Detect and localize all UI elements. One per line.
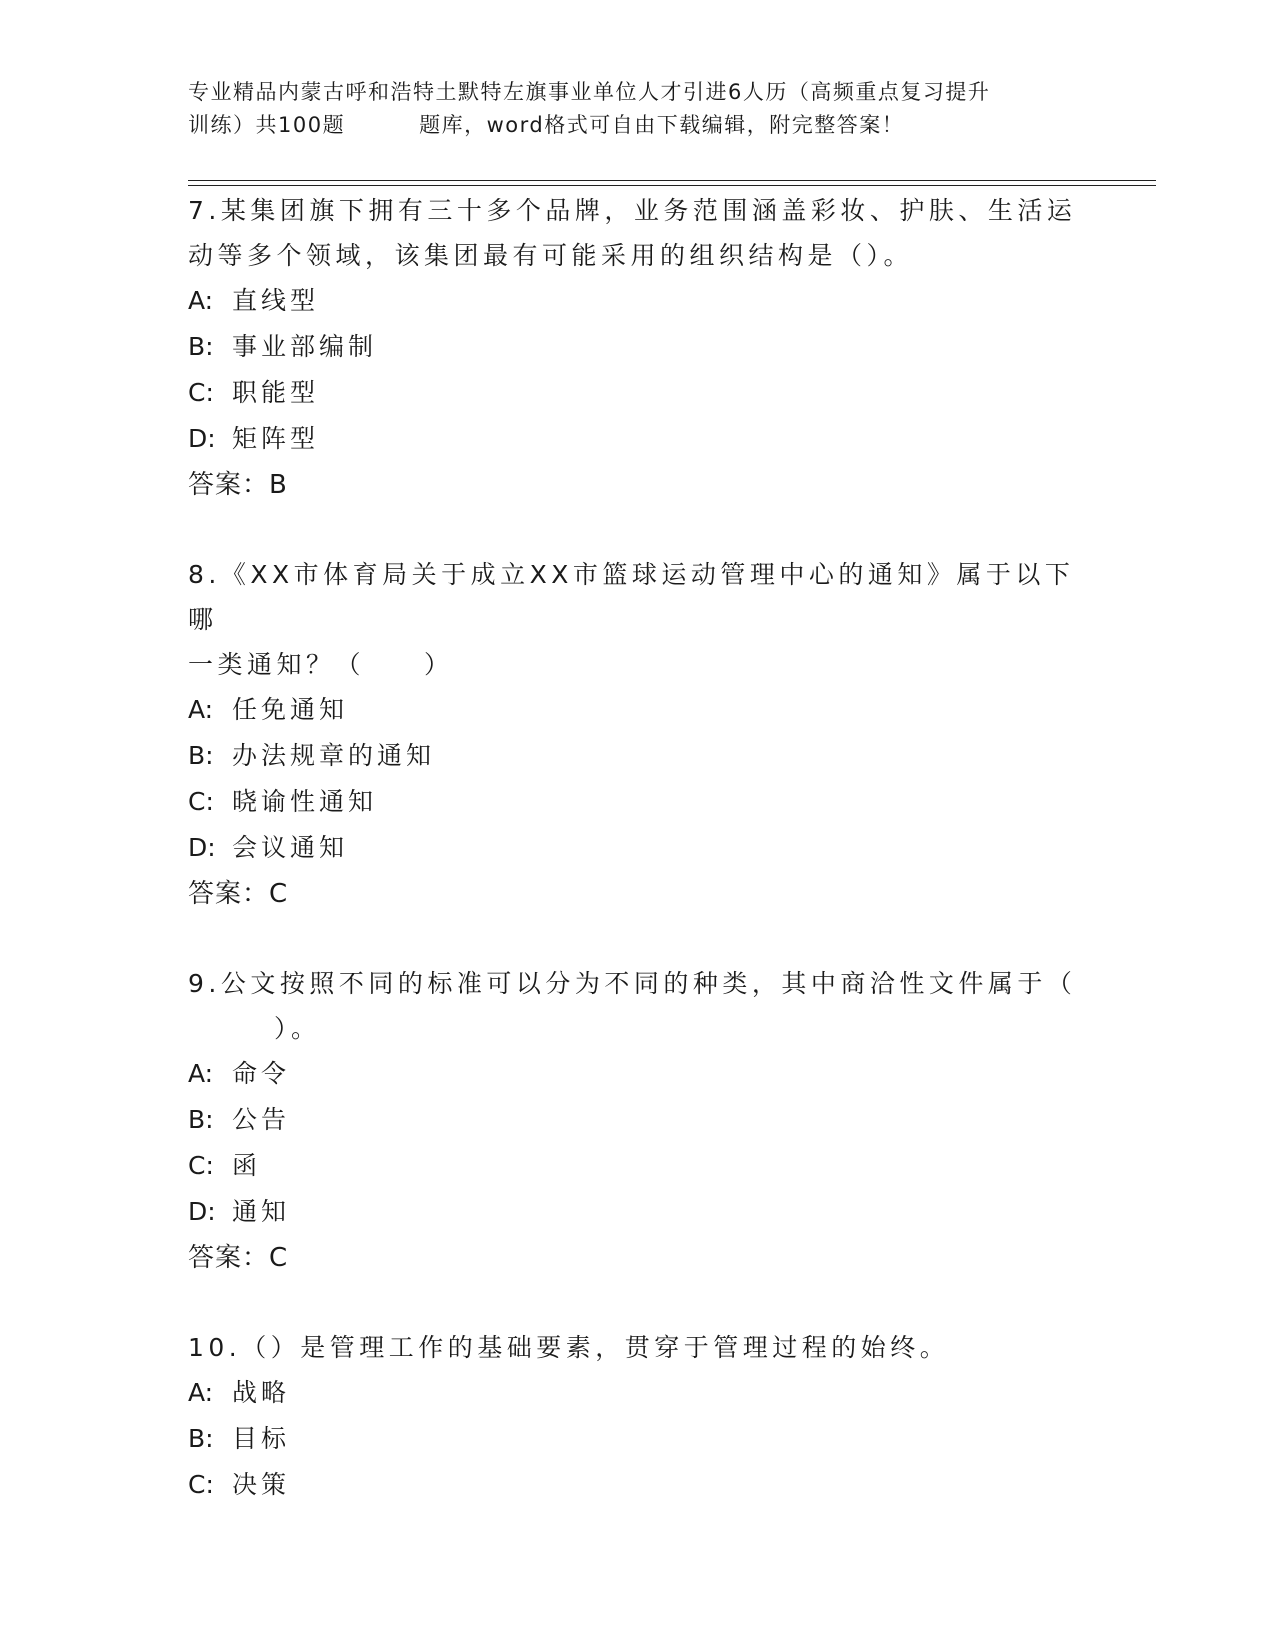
header-line-2 <box>188 109 1088 142</box>
option-text: 矩阵型 <box>232 424 320 453</box>
option-d <box>188 825 1088 871</box>
option-text: 晓谕性通知 <box>232 787 378 816</box>
question-stem <box>188 552 1088 687</box>
option-text: 任免通知 <box>232 695 349 724</box>
option-text: 战略 <box>232 1378 291 1407</box>
header-divider-bottom <box>188 185 1156 186</box>
question-stem-line-1: 9.公文按照不同的标准可以分为不同的种类，其中商洽性文件属于（ <box>188 969 1077 998</box>
option-key: D: <box>188 833 216 862</box>
option-text: 目标 <box>232 1424 291 1453</box>
header-divider-top <box>188 180 1156 181</box>
option-key: C: <box>188 1470 214 1499</box>
option-c <box>188 1143 1088 1189</box>
option-b <box>188 1416 1088 1462</box>
option-text: 事业部编制 <box>232 332 378 361</box>
option-d <box>188 1189 1088 1235</box>
header-line-2-part-2: 题库，word格式可自由下载编辑，附完整答案！ <box>419 113 905 137</box>
answer-line: 答案：C <box>188 879 289 909</box>
option-key: A: <box>188 1059 214 1088</box>
option-key: C: <box>188 1151 214 1180</box>
question-stem-line-1: 7.某集团旗下拥有三十多个品牌，业务范围涵盖彩妆、护肤、生活运 <box>188 196 1077 225</box>
option-c <box>188 779 1088 825</box>
option-key: D: <box>188 424 216 453</box>
option-key: C: <box>188 787 214 816</box>
option-key: D: <box>188 1197 216 1226</box>
question-stem-line-2: 动等多个领域，该集团最有可能采用的组织结构是（）。 <box>188 241 914 270</box>
option-text: 会议通知 <box>232 833 349 862</box>
option-key: A: <box>188 286 214 315</box>
option-d <box>188 416 1088 462</box>
question-10 <box>188 1325 1088 1508</box>
option-b <box>188 324 1088 370</box>
question-list <box>188 188 1088 1552</box>
option-c <box>188 370 1088 416</box>
option-key: C: <box>188 378 214 407</box>
answer-line: 答案：C <box>188 1243 289 1273</box>
option-text: 职能型 <box>232 378 320 407</box>
option-key: A: <box>188 695 214 724</box>
option-key: B: <box>188 1424 214 1453</box>
question-stem-line-2: 一类通知？（ ） <box>188 650 454 679</box>
question-9 <box>188 961 1088 1281</box>
question-8 <box>188 552 1088 917</box>
question-stem <box>188 1325 1088 1370</box>
option-a <box>188 278 1088 324</box>
option-key: B: <box>188 1105 214 1134</box>
question-7 <box>188 188 1088 508</box>
question-stem <box>188 961 1088 1051</box>
option-b <box>188 1097 1088 1143</box>
option-c <box>188 1462 1088 1508</box>
option-key: B: <box>188 741 214 770</box>
option-text: 通知 <box>232 1197 291 1226</box>
answer-line: 答案：B <box>188 470 288 500</box>
option-a <box>188 1370 1088 1416</box>
option-text: 直线型 <box>232 286 320 315</box>
header-line-1: 专业精品内蒙古呼和浩特土默特左旗事业单位人才引进6人历（高频重点复习提升 <box>188 80 991 104</box>
question-stem-line-1: 8.《XX市体育局关于成立XX市篮球运动管理中心的通知》属于以下哪 <box>188 560 1075 634</box>
question-stem <box>188 188 1088 278</box>
option-text: 办法规章的通知 <box>232 741 436 770</box>
option-key: A: <box>188 1378 214 1407</box>
option-text: 函 <box>232 1151 262 1180</box>
question-stem-line-1: 10.（）是管理工作的基础要素，贯穿于管理过程的始终。 <box>188 1333 950 1362</box>
option-text: 公告 <box>232 1105 291 1134</box>
option-text: 决策 <box>232 1470 291 1499</box>
option-b <box>188 733 1088 779</box>
question-stem-line-2: ）。 <box>274 1014 321 1043</box>
option-key: B: <box>188 332 214 361</box>
option-a <box>188 1051 1088 1097</box>
document-header <box>188 76 1088 142</box>
header-line-2-part-1: 训练）共100题 <box>188 113 346 137</box>
option-text: 命令 <box>232 1059 291 1088</box>
option-a <box>188 687 1088 733</box>
